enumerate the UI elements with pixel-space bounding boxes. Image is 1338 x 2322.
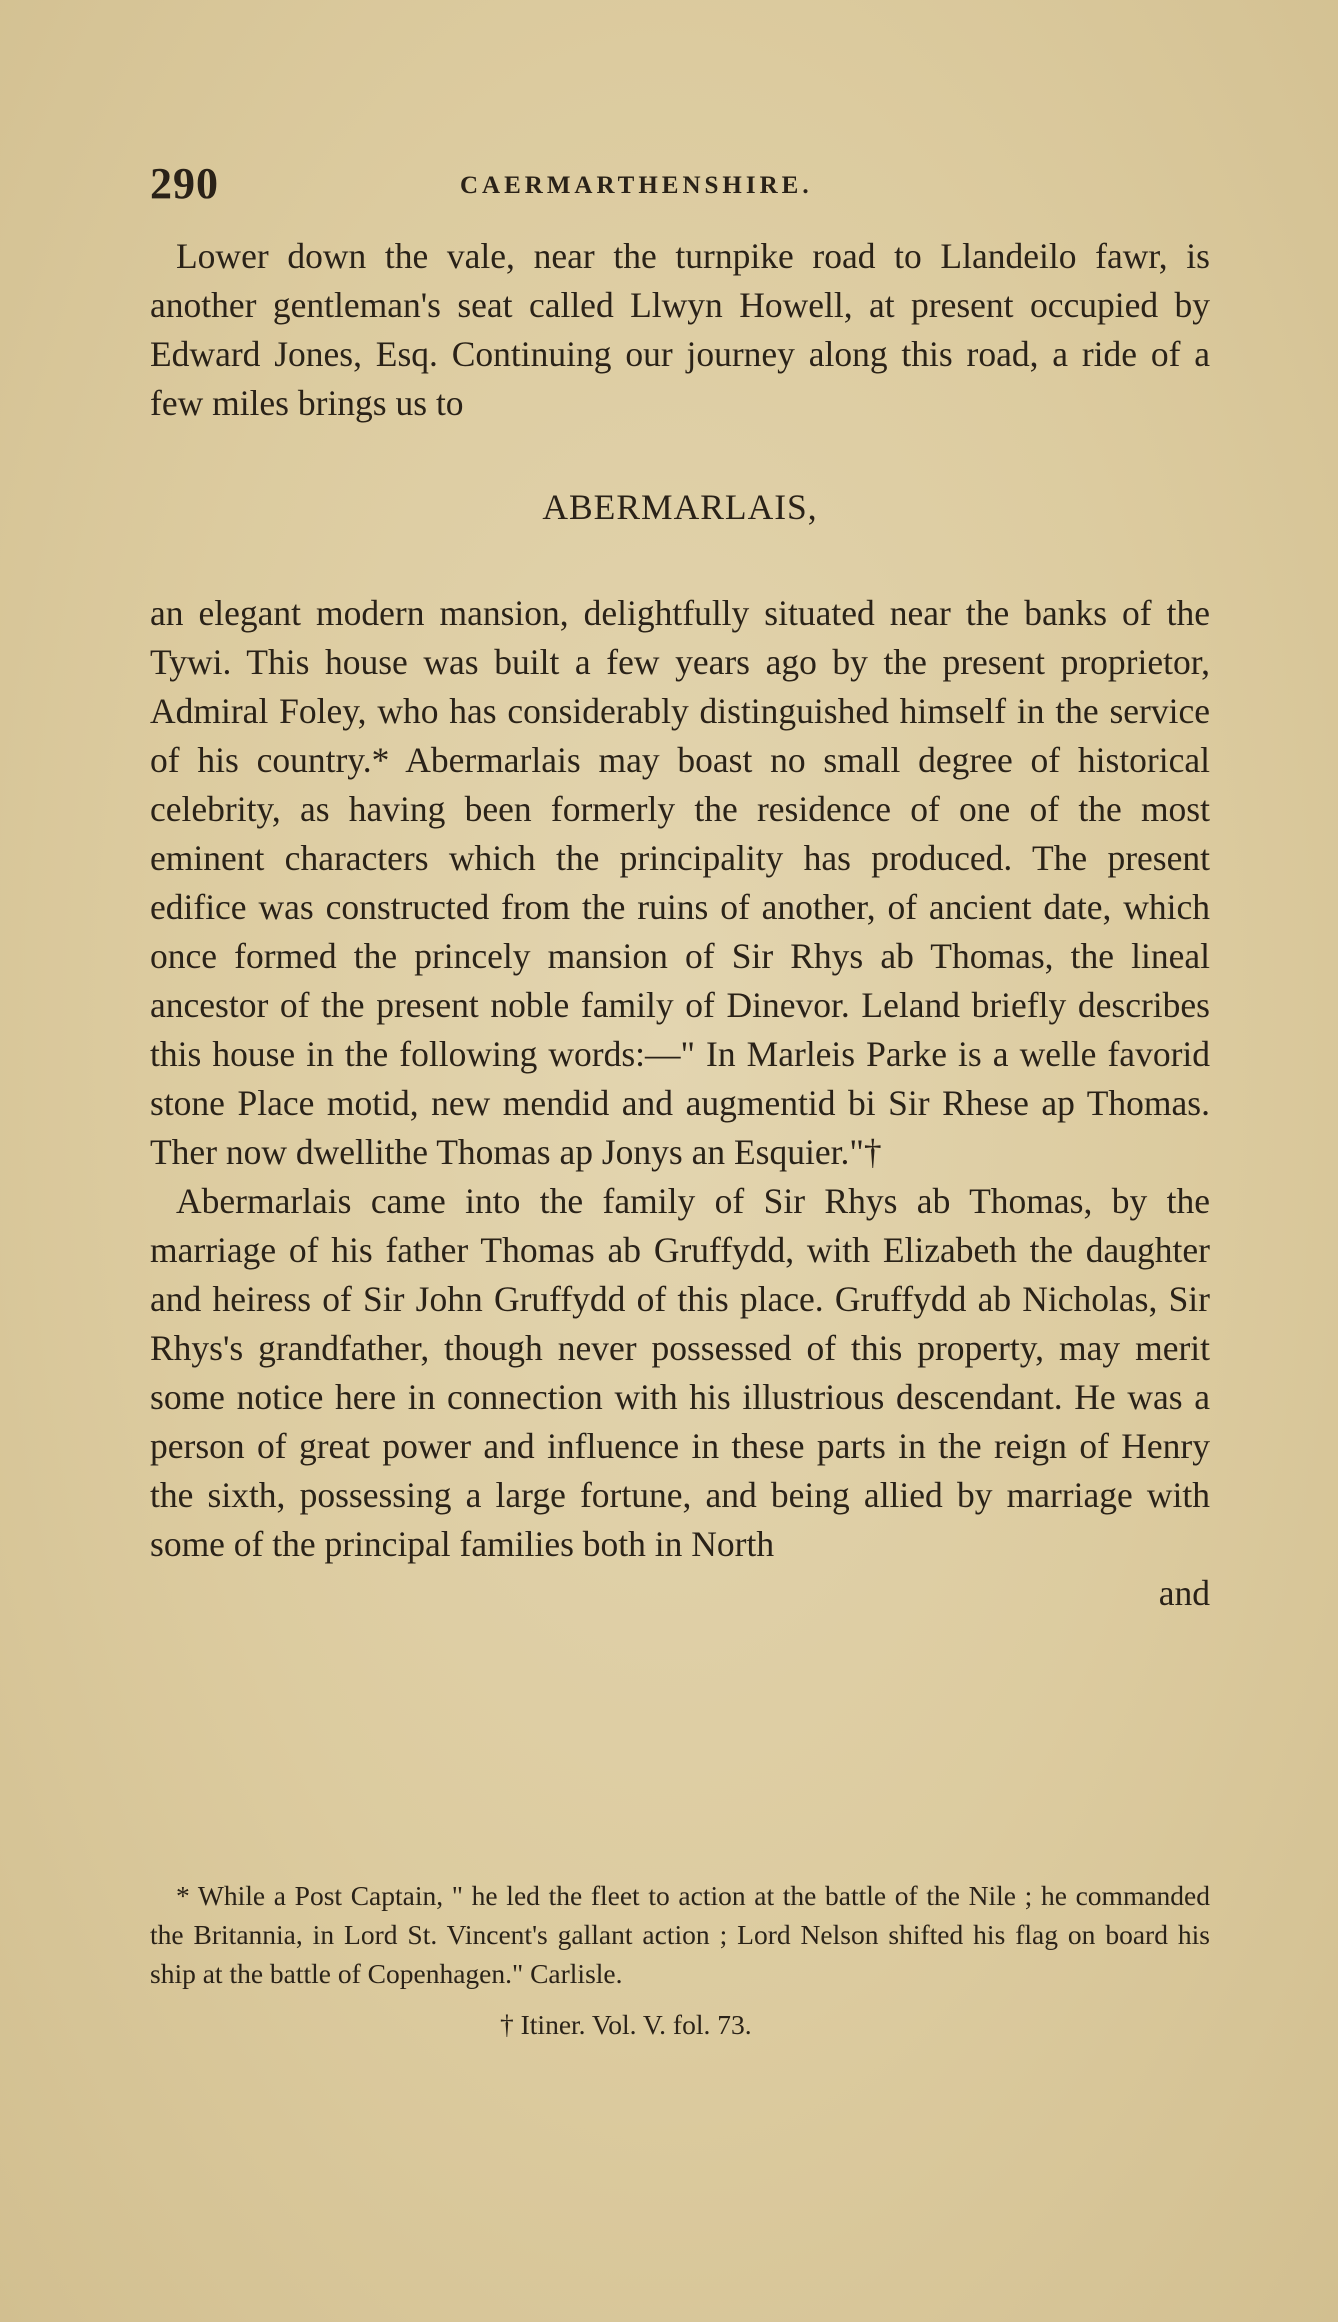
footnote-asterisk: * While a Post Captain, " he led the fleet to action at the battle of the Nile ; he commanded the Britannia, in Lord St. Vincent's gallant action ; Lord Nelson shifted his flag on board his ship at the battle of Copenhagen." Carlisle. (150, 1880, 1210, 1989)
page-number: 290 (150, 159, 219, 208)
footnote-dagger: † Itiner. Vol. V. fol. 73. (500, 2009, 752, 2040)
page-header (150, 158, 1210, 208)
catchword: and (1158, 1573, 1210, 1613)
footnotes (150, 1876, 1210, 2044)
body-text (150, 232, 1210, 1618)
paragraph-lower-down: Lower down the vale, near the turnpike road to Llandeilo fawr, is another gentleman's seat called Llwyn Howell, at present occupied by Edward Jones, Esq. Continuing our journey along this road, a ride of a few miles brings us to (150, 236, 1210, 423)
paragraph-abermarlais: an elegant modern mansion, delightfully situated near the banks of the Tywi. This house was built a few years ago by the present proprietor, Admiral Foley, who has considerably distinguished himself in the service of his country.* Abermarlais may boast no small degree of historical celebrity, as having been formerly the residence of one of the most eminent characters which the principality has produced. The present edifice was constructed from the ruins of another, of ancient date, which once formed the princely mansion of Sir Rhys ab Thomas, the lineal ancestor of the present noble family of Dinevor. Leland briefly describes this house in the following words:—" In Marleis Parke is a welle favorid stone Place motid, new mendid and augmentid bi Sir Rhese ap Thomas. Ther now dwellithe Thomas ap Jonys an Esquier."† (150, 593, 1210, 1172)
section-heading: ABERMARLAIS, (542, 487, 818, 527)
paragraph-family: Abermarlais came into the family of Sir Rhys ab Thomas, by the marriage of his father Thomas ab Gruffydd, with Elizabeth the daughter and heiress of Sir John Gruffydd of this place. Gruffydd ab Nicholas, Sir Rhys's grandfather, though never possessed of this property, may merit some notice here in connection with his illustrious descendant. He was a person of great power and influence in these parts in the reign of Henry the sixth, possessing a large fortune, and being allied by marriage with some of the principal families both in North (150, 1181, 1210, 1564)
running-head: CAERMARTHENSHIRE. (460, 172, 813, 199)
